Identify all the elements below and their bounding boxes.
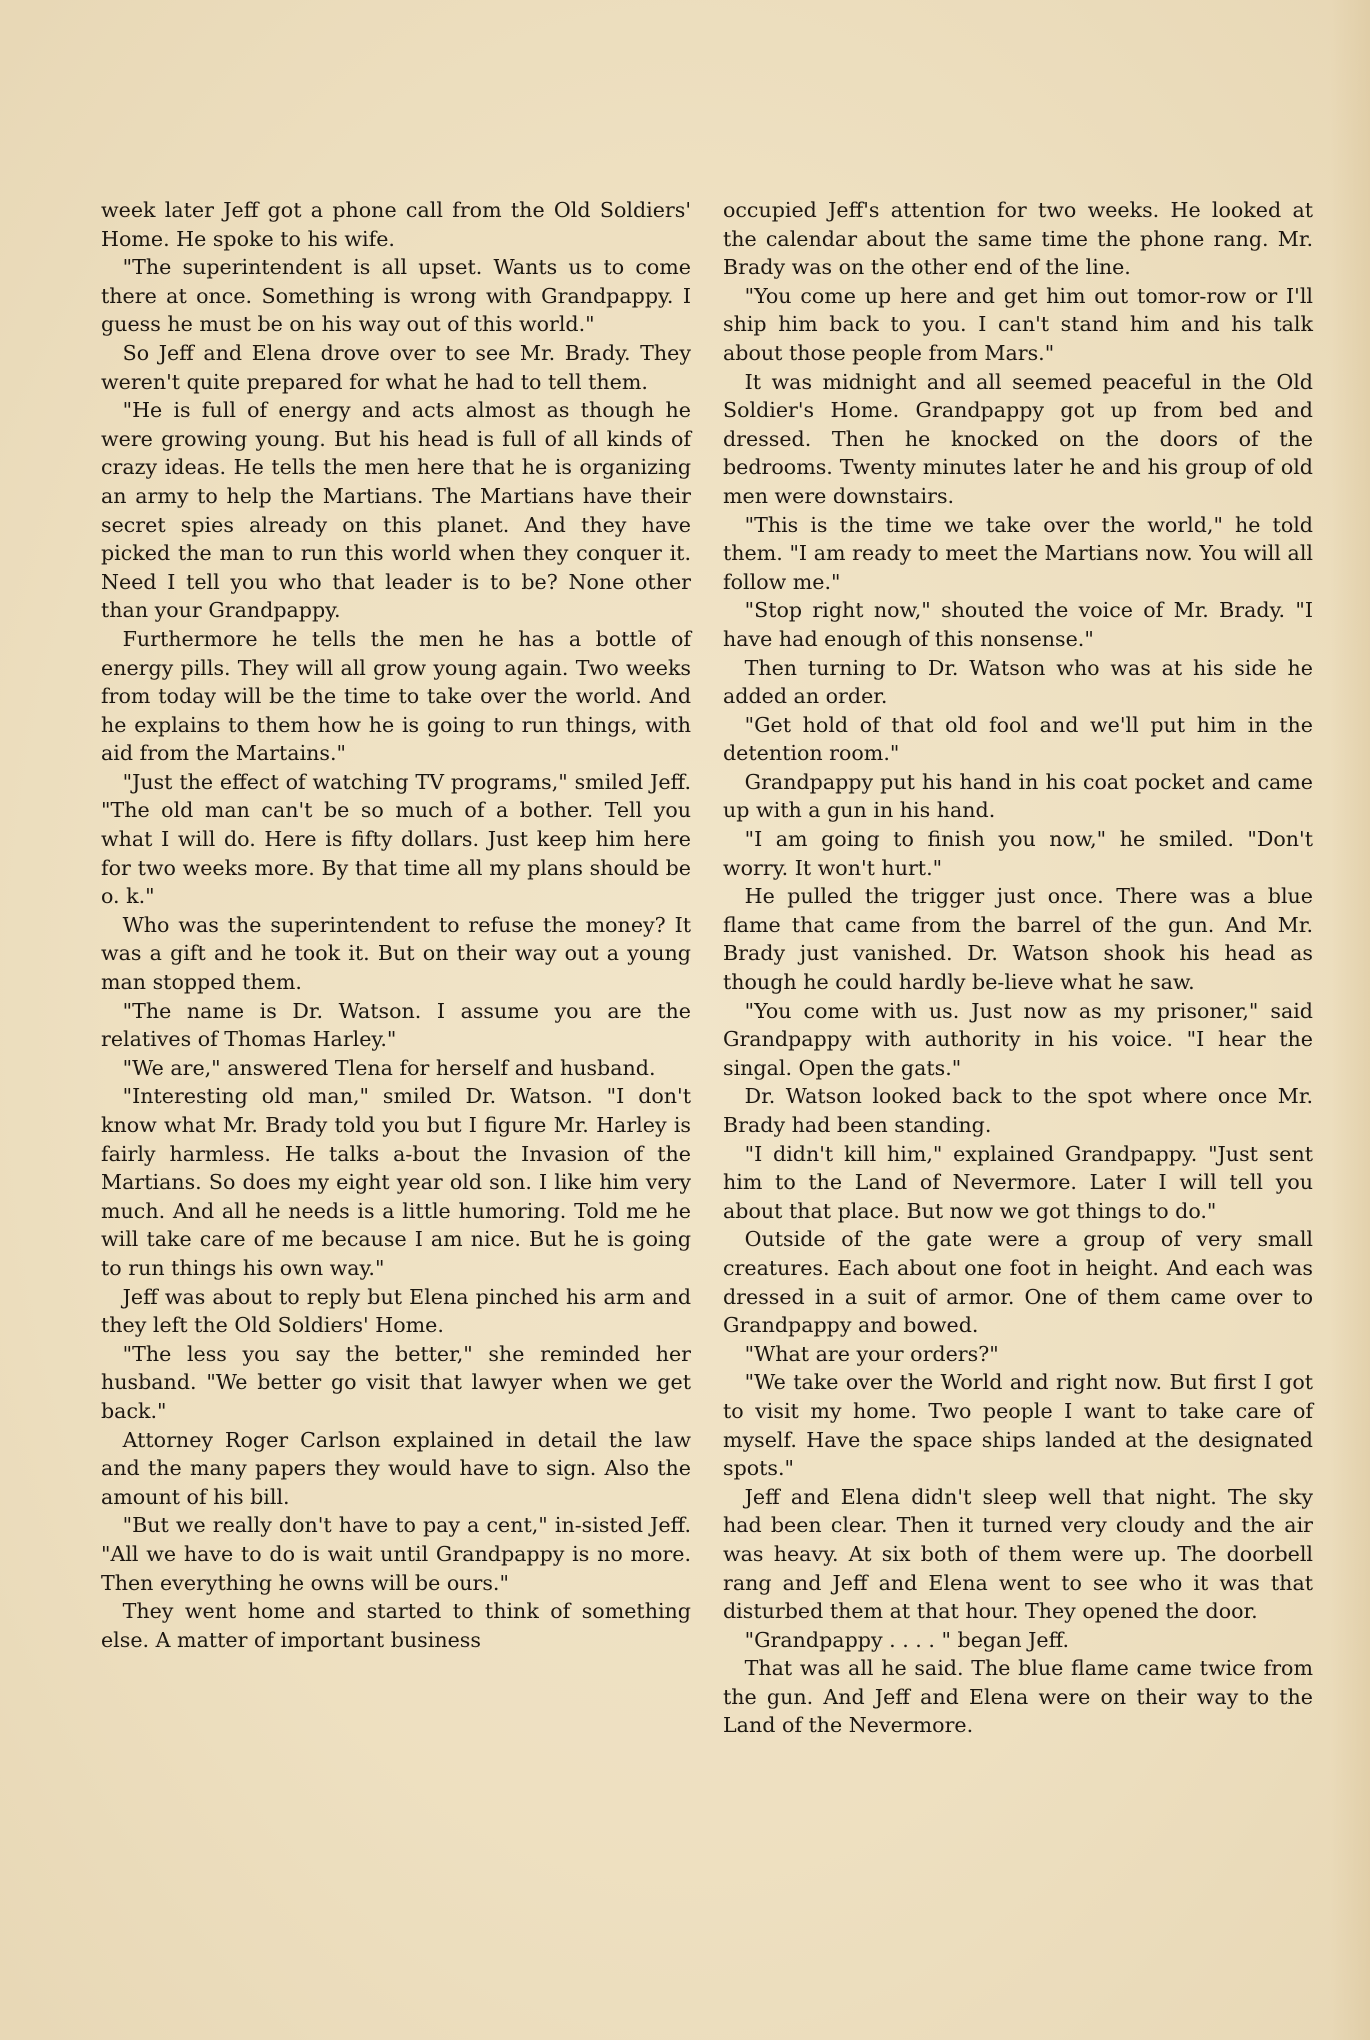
paragraph: That was all he said. The blue flame came twice from the gun. And Jeff and Elena were on their way to the Land of the Nevermore. — [723, 1656, 1313, 1738]
paragraph: He pulled the trigger just once. There was a blue flame that came from the barrel of the gun. And Mr. Brady just vanished. Dr. Watson shook his head as though he could hardly be-lieve what he saw. — [723, 884, 1313, 995]
paragraph: "Get hold of that old fool and we'll put him in the detention room." — [723, 712, 1313, 766]
paragraph: Jeff was about to reply but Elena pinched his arm and they left the Old Soldiers' Home. — [101, 1284, 691, 1338]
paragraph: "We are," answered Tlena for herself and husband. — [122, 1055, 656, 1080]
paragraph: "Just the effect of watching TV programs," smiled Jeff. "The old man can't be so much of a bother. Tell you what I will do. Here is fifty dollars. Just keep him here for two weeks more. By that time all my plans should be o. k." — [101, 769, 691, 909]
right-text-column — [723, 196, 1313, 1740]
paragraph: "The name is Dr. Watson. I assume you are the relatives of Thomas Harley." — [101, 998, 691, 1052]
paragraph: "The superintendent is all upset. Wants us to come there at once. Something is wrong with Grandpappy. I guess he must be on his way out of this world." — [101, 255, 691, 337]
paragraph: "You come with us. Just now as my prisoner," said Grandpappy with authority in his voice. "I hear the singal. Open the gats." — [723, 998, 1313, 1080]
paragraph: "He is full of energy and acts almost as though he were growing young. But his head is full of all kinds of crazy ideas. He tells the men here that he is organizing an army to help the Martians. The Martians have their secret spies already on this planet. And they have picked the man to run this world when they conquer it. Need I tell you who that leader is to be? None other than your Grandpappy. — [101, 398, 691, 623]
paragraph: "We take over the World and right now. But first I got to visit my home. Two people I want to take care of myself. Have the space ships landed at the designated spots." — [723, 1370, 1313, 1481]
paragraph: So Jeff and Elena drove over to see Mr. Brady. They weren't quite prepared for what he had to tell them. — [101, 340, 691, 394]
paragraph: Jeff and Elena didn't sleep well that night. The sky had been clear. Then it turned very cloudy and the air was heavy. At six both of them were up. The doorbell rang and Jeff and Elena went to see who it was that disturbed them at that hour. They opened the door. — [723, 1484, 1313, 1624]
paragraph: "Grandpappy . . . . " began Jeff. — [744, 1627, 1070, 1652]
paragraph: "The less you say the better," she reminded her husband. "We better go visit that lawyer when we get back." — [101, 1341, 691, 1423]
paragraph: Who was the superintendent to refuse the money? It was a gift and he took it. But on their way out a young man stopped them. — [101, 912, 691, 995]
left-text-column — [101, 196, 691, 1654]
paragraph: "I didn't kill him," explained Grandpappy. "Just sent him to the Land of Nevermore. Later I will tell you about that place. But now we got things to do." — [723, 1141, 1313, 1223]
paragraph: Grandpappy put his hand in his coat pocket and came up with a gun in his hand. — [723, 769, 1313, 823]
paragraph: "Stop right now," shouted the voice of Mr. Brady. "I have had enough of this nonsense." — [723, 598, 1313, 651]
paragraph: "What are your orders?" — [744, 1341, 999, 1366]
paragraph: Outside of the gate were a group of very small creatures. Each about one foot in height. And each was dressed in a suit of armor. One of them came over to Grandpappy and bowed. — [723, 1227, 1313, 1338]
paragraph: "This is the time we take over the world," he told them. "I am ready to meet the Martians now. You will all follow me." — [723, 512, 1313, 594]
paragraph: "But we really don't have to pay a cent," in-sisted Jeff. "All we have to do is wait until Grandpappy is no more. Then everything he owns will be ours." — [101, 1513, 691, 1595]
paragraph: "I am going to finish you now," he smiled. "Don't worry. It won't hurt." — [723, 827, 1313, 880]
paragraph: "You come up here and get him out tomor-row or I'll ship him back to you. I can't stand him and his talk about those people from Mars." — [723, 283, 1313, 365]
paragraph: Furthermore he tells the men he has a bottle of energy pills. They will all grow young again. Two weeks from today will be the time to take over the world. And he explains to them how he is going to run things, with aid from the Martains." — [101, 626, 691, 766]
paragraph: occupied Jeff's attention for two weeks. He looked at the calendar about the same time the phone rang. Mr. Brady was on the other end of the line. — [723, 198, 1313, 280]
paragraph: Dr. Watson looked back to the spot where once Mr. Brady had been standing. — [723, 1084, 1313, 1137]
paragraph: "Interesting old man," smiled Dr. Watson. "I don't know what Mr. Brady told you but I figure Mr. Harley is fairly harmless. He talks a-bout the Invasion of the Martians. So does my eight year old son. I like him very much. And all he needs is a little humoring. Told me he will take care of me because I am nice. But he is going to run things his own way." — [101, 1084, 691, 1280]
paragraph: week later Jeff got a phone call from the Old Soldiers' Home. He spoke to his wife. — [101, 198, 691, 251]
paragraph: Attorney Roger Carlson explained in detail the law and the many papers they would have to sign. Also the amount of his bill. — [101, 1427, 691, 1509]
paragraph: They went home and started to think of something else. A matter of important business — [101, 1599, 691, 1652]
paragraph: It was midnight and all seemed peaceful in the Old Soldier's Home. Grandpappy got up from bed and dressed. Then he knocked on the doors of the bedrooms. Twenty minutes later he and his group of old men were downstairs. — [723, 369, 1313, 508]
page-edge-stain — [1330, 0, 1370, 2040]
paragraph: Then turning to Dr. Watson who was at his side he added an order. — [723, 655, 1313, 709]
